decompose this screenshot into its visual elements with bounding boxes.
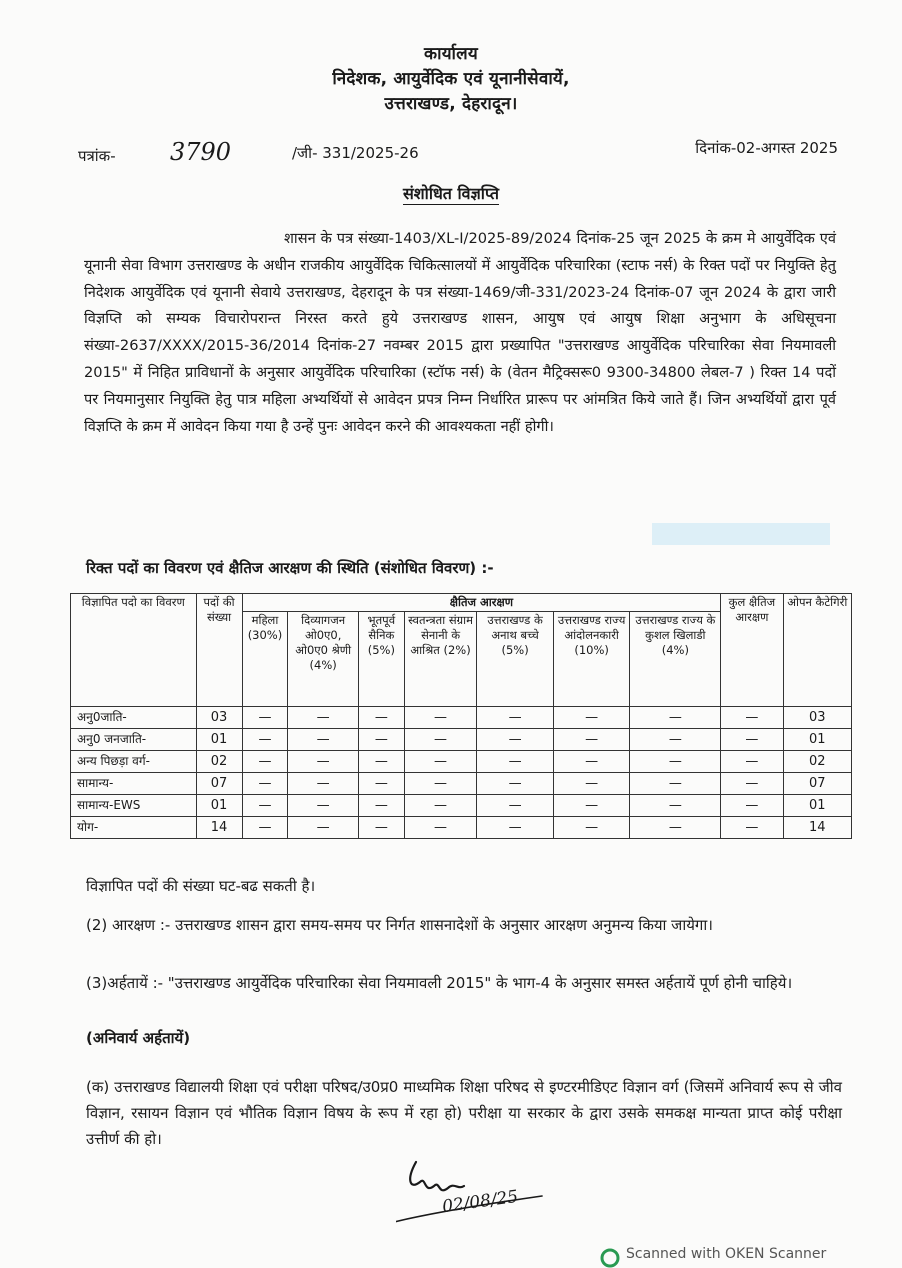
note-reservation: (2) आरक्षण :- उत्तराखण्ड शासन द्वारा समय-समय पर निर्गत शासनादेशों के अनुसार आरक्षण अनुमन्य किया जायेगा। (86, 916, 713, 934)
row-category: योग- (71, 817, 197, 839)
row-dash: — (358, 707, 404, 729)
row-dash: — (242, 707, 288, 729)
row-open: 07 (783, 773, 851, 795)
row-dash: — (477, 707, 554, 729)
note-posts-variable: विज्ञापित पदों की संख्या घट-बढ सकती है। (86, 877, 316, 895)
row-dash: — (288, 707, 358, 729)
row-dash: — (630, 751, 721, 773)
row-open: 02 (783, 751, 851, 773)
mandatory-qualifications-heading: (अनिवार्य अर्हतायें) (86, 1029, 191, 1047)
row-category: सामान्य-EWS (71, 795, 197, 817)
row-dash: — (404, 795, 476, 817)
row-dash: — (477, 773, 554, 795)
row-dash: — (630, 817, 721, 839)
row-dash: — (404, 773, 476, 795)
table-row (71, 773, 852, 795)
row-dash: — (404, 817, 476, 839)
row-posts: 01 (196, 795, 242, 817)
row-dash: — (721, 751, 783, 773)
row-dash: — (358, 729, 404, 751)
row-dash: — (553, 795, 630, 817)
row-posts: 01 (196, 729, 242, 751)
row-open: 01 (783, 729, 851, 751)
row-dash: — (553, 707, 630, 729)
sub-col-header: महिला (30%) (242, 612, 288, 707)
row-dash: — (242, 751, 288, 773)
ref-code: /जी- 331/2025-26 (292, 144, 419, 162)
row-dash: — (288, 729, 358, 751)
sub-col-header: उत्तराखण्ड राज्य के कुशल खिलाडी (4%) (630, 612, 721, 707)
table-row (71, 817, 852, 839)
sub-col-header: स्वतन्त्रता संग्राम सेनानी के आश्रित (2%) (404, 612, 476, 707)
row-dash: — (288, 795, 358, 817)
row-dash: — (630, 773, 721, 795)
row-dash: — (630, 707, 721, 729)
row-dash: — (404, 751, 476, 773)
row-dash: — (358, 795, 404, 817)
table-row (71, 729, 852, 751)
row-dash: — (477, 729, 554, 751)
row-dash: — (242, 817, 288, 839)
row-posts: 07 (196, 773, 242, 795)
sub-col-header: भूतपूर्व सैनिक (5%) (358, 612, 404, 707)
row-dash: — (242, 795, 288, 817)
row-dash: — (721, 795, 783, 817)
row-dash: — (553, 817, 630, 839)
row-dash: — (477, 751, 554, 773)
col-horizontal-header: क्षैतिज आरक्षण (242, 594, 721, 612)
table-body (71, 707, 852, 839)
row-dash: — (721, 817, 783, 839)
col-posts-header: पदों की संख्या (196, 594, 242, 707)
notice-title (0, 182, 902, 204)
note-qualifications: (3)अर्हतायें :- "उत्तराखण्ड आयुर्वेदिक परिचारिका सेवा नियमावली 2015" के भाग-4 के अनुसार समस्त अर्हतायें पूर्ण होनी चाहिये। (86, 974, 793, 992)
table-row (71, 795, 852, 817)
row-dash: — (477, 817, 554, 839)
row-dash: — (721, 773, 783, 795)
office-header (0, 42, 902, 117)
reservation-table (70, 593, 852, 839)
note-mandatory-qualification-a: (क) उत्तराखण्ड विद्यालयी शिक्षा एवं परीक्षा परिषद/उ0प्र0 माध्यमिक शिक्षा परिषद से इण्टरमीडिएट विज्ञान वर्ग (जिसमें अनिवार्य रूप से जीव विज्ञान, रसायन विज्ञान एवं भौतिक विज्ञान विषय के रूप में रहा हो) परीक्षा या सरकार के द्वारा उसके समकक्ष मान्यता प्राप्त कोई परीक्षा उत्तीर्ण की हो। (86, 1078, 842, 1148)
col-open-header: ओपन कैटेगिरी (783, 594, 851, 707)
row-category: अन्य पिछड़ा वर्ग- (71, 751, 197, 773)
row-dash: — (630, 795, 721, 817)
header-line-1: कार्यालय (424, 44, 478, 64)
row-dash: — (553, 773, 630, 795)
reference-row (78, 138, 838, 168)
row-dash: — (630, 729, 721, 751)
row-dash: — (477, 795, 554, 817)
row-dash: — (358, 817, 404, 839)
notice-title-text: संशोधित विज्ञप्ति (402, 184, 499, 203)
row-dash: — (721, 707, 783, 729)
row-dash: — (404, 729, 476, 751)
row-posts: 14 (196, 817, 242, 839)
scanner-watermark: Scanned with OKEN Scanner (626, 1246, 827, 1262)
row-dash: — (358, 773, 404, 795)
row-dash: — (288, 773, 358, 795)
header-line-3: उत्तराखण्ड, देहरादून। (384, 94, 518, 114)
highlighter-mark (652, 523, 830, 545)
table-heading: रिक्त पदों का विवरण एवं क्षैतिज आरक्षण की स्थिति (संशोधित विवरण) :- (86, 559, 494, 577)
row-dash: — (288, 751, 358, 773)
row-posts: 02 (196, 751, 242, 773)
sub-col-header: उत्तराखण्ड राज्य आंदोलनकारी (10%) (553, 612, 630, 707)
body-paragraph (84, 226, 836, 440)
col-category-header: विज्ञापित पदो का विवरण (71, 594, 197, 707)
col-total-header: कुल क्षैतिज आरक्षण (721, 594, 783, 707)
row-category: सामान्य- (71, 773, 197, 795)
row-category: अनु0जाति- (71, 707, 197, 729)
row-dash: — (404, 707, 476, 729)
row-dash: — (242, 729, 288, 751)
row-open: 03 (783, 707, 851, 729)
row-dash: — (358, 751, 404, 773)
ref-label: पत्रांक- (78, 147, 116, 165)
row-dash: — (553, 729, 630, 751)
scanner-logo-icon (600, 1248, 620, 1268)
table-row (71, 707, 852, 729)
row-open: 14 (783, 817, 851, 839)
row-category: अनु0 जनजाति- (71, 729, 197, 751)
ref-date: दिनांक-02-अगस्त 2025 (695, 139, 838, 157)
sub-col-header: उत्तराखण्ड के अनाथ बच्चे (5%) (477, 612, 554, 707)
signature-date: 02/08/25 (440, 1186, 520, 1218)
row-dash: — (288, 817, 358, 839)
row-dash: — (242, 773, 288, 795)
sub-col-header: दिव्यागजन ओ0ए0, ओ0ए0 श्रेणी (4%) (288, 612, 358, 707)
row-dash: — (553, 751, 630, 773)
row-open: 01 (783, 795, 851, 817)
ref-number-handwritten: 3790 (170, 138, 232, 166)
row-posts: 03 (196, 707, 242, 729)
table-row (71, 751, 852, 773)
signature-scribble (396, 1150, 546, 1230)
header-line-2: निदेशक, आयुर्वेदिक एवं यूनानीसेवायें, (332, 69, 570, 89)
row-dash: — (721, 729, 783, 751)
body-paragraph-text: शासन के पत्र संख्या-1403/XL-I/2025-89/2024 दिनांक-25 जून 2025 के क्रम मे आयुर्वेदिक एवं यूनानी सेवा विभाग उत्तराखण्ड के अधीन राजकीय आयुर्वेदिक चिकित्सालयों में आयुर्वेदिक परिचारिका (स्टाफ नर्स) के रिक्त पदों पर नियुक्ति हेतु निदेशक आयुर्वेदिक एवं यूनानी सेवाये उत्तराखण्ड, देहरादून के पत्र संख्या-1469/जी-331/2023-24 दिनांक-07 जून 2024 के द्वारा जारी विज्ञप्ति को सम्यक विचारोपरान्त निरस्त करते हुये उत्तराखण्ड शासन, आयुष एवं आयुष शिक्षा अनुभाग के अधिसूचना संख्या-2637/XXXX/2015-36/2014 दिनांक-27 नवम्बर 2015 द्वारा प्रख्यापित "उत्तराखण्ड आयुर्वेदिक परिचारिका सेवा नियमावली 2015" में निहित प्राविधानों के अनुसार आयुर्वेदिक परिचारिका (स्टॉफ नर्स) के (वेतन मैट्रिक्सरू0 9300-34800 लेबल-7 ) रिक्त 14 पदों पर नियमानुसार नियुक्ति हेतु पात्र महिला अभ्यर्थियों से आवेदन प्रपत्र निम्न निर्धारित प्रारूप पर आंमत्रित किये जाते हैं। जिन अभ्यर्थियों द्वारा पूर्व विज्ञप्ति के क्रम में आवेदन किया गया है उन्हें पुनः आवेदन करने की आवश्यकता नहीं होगी। (84, 230, 836, 435)
